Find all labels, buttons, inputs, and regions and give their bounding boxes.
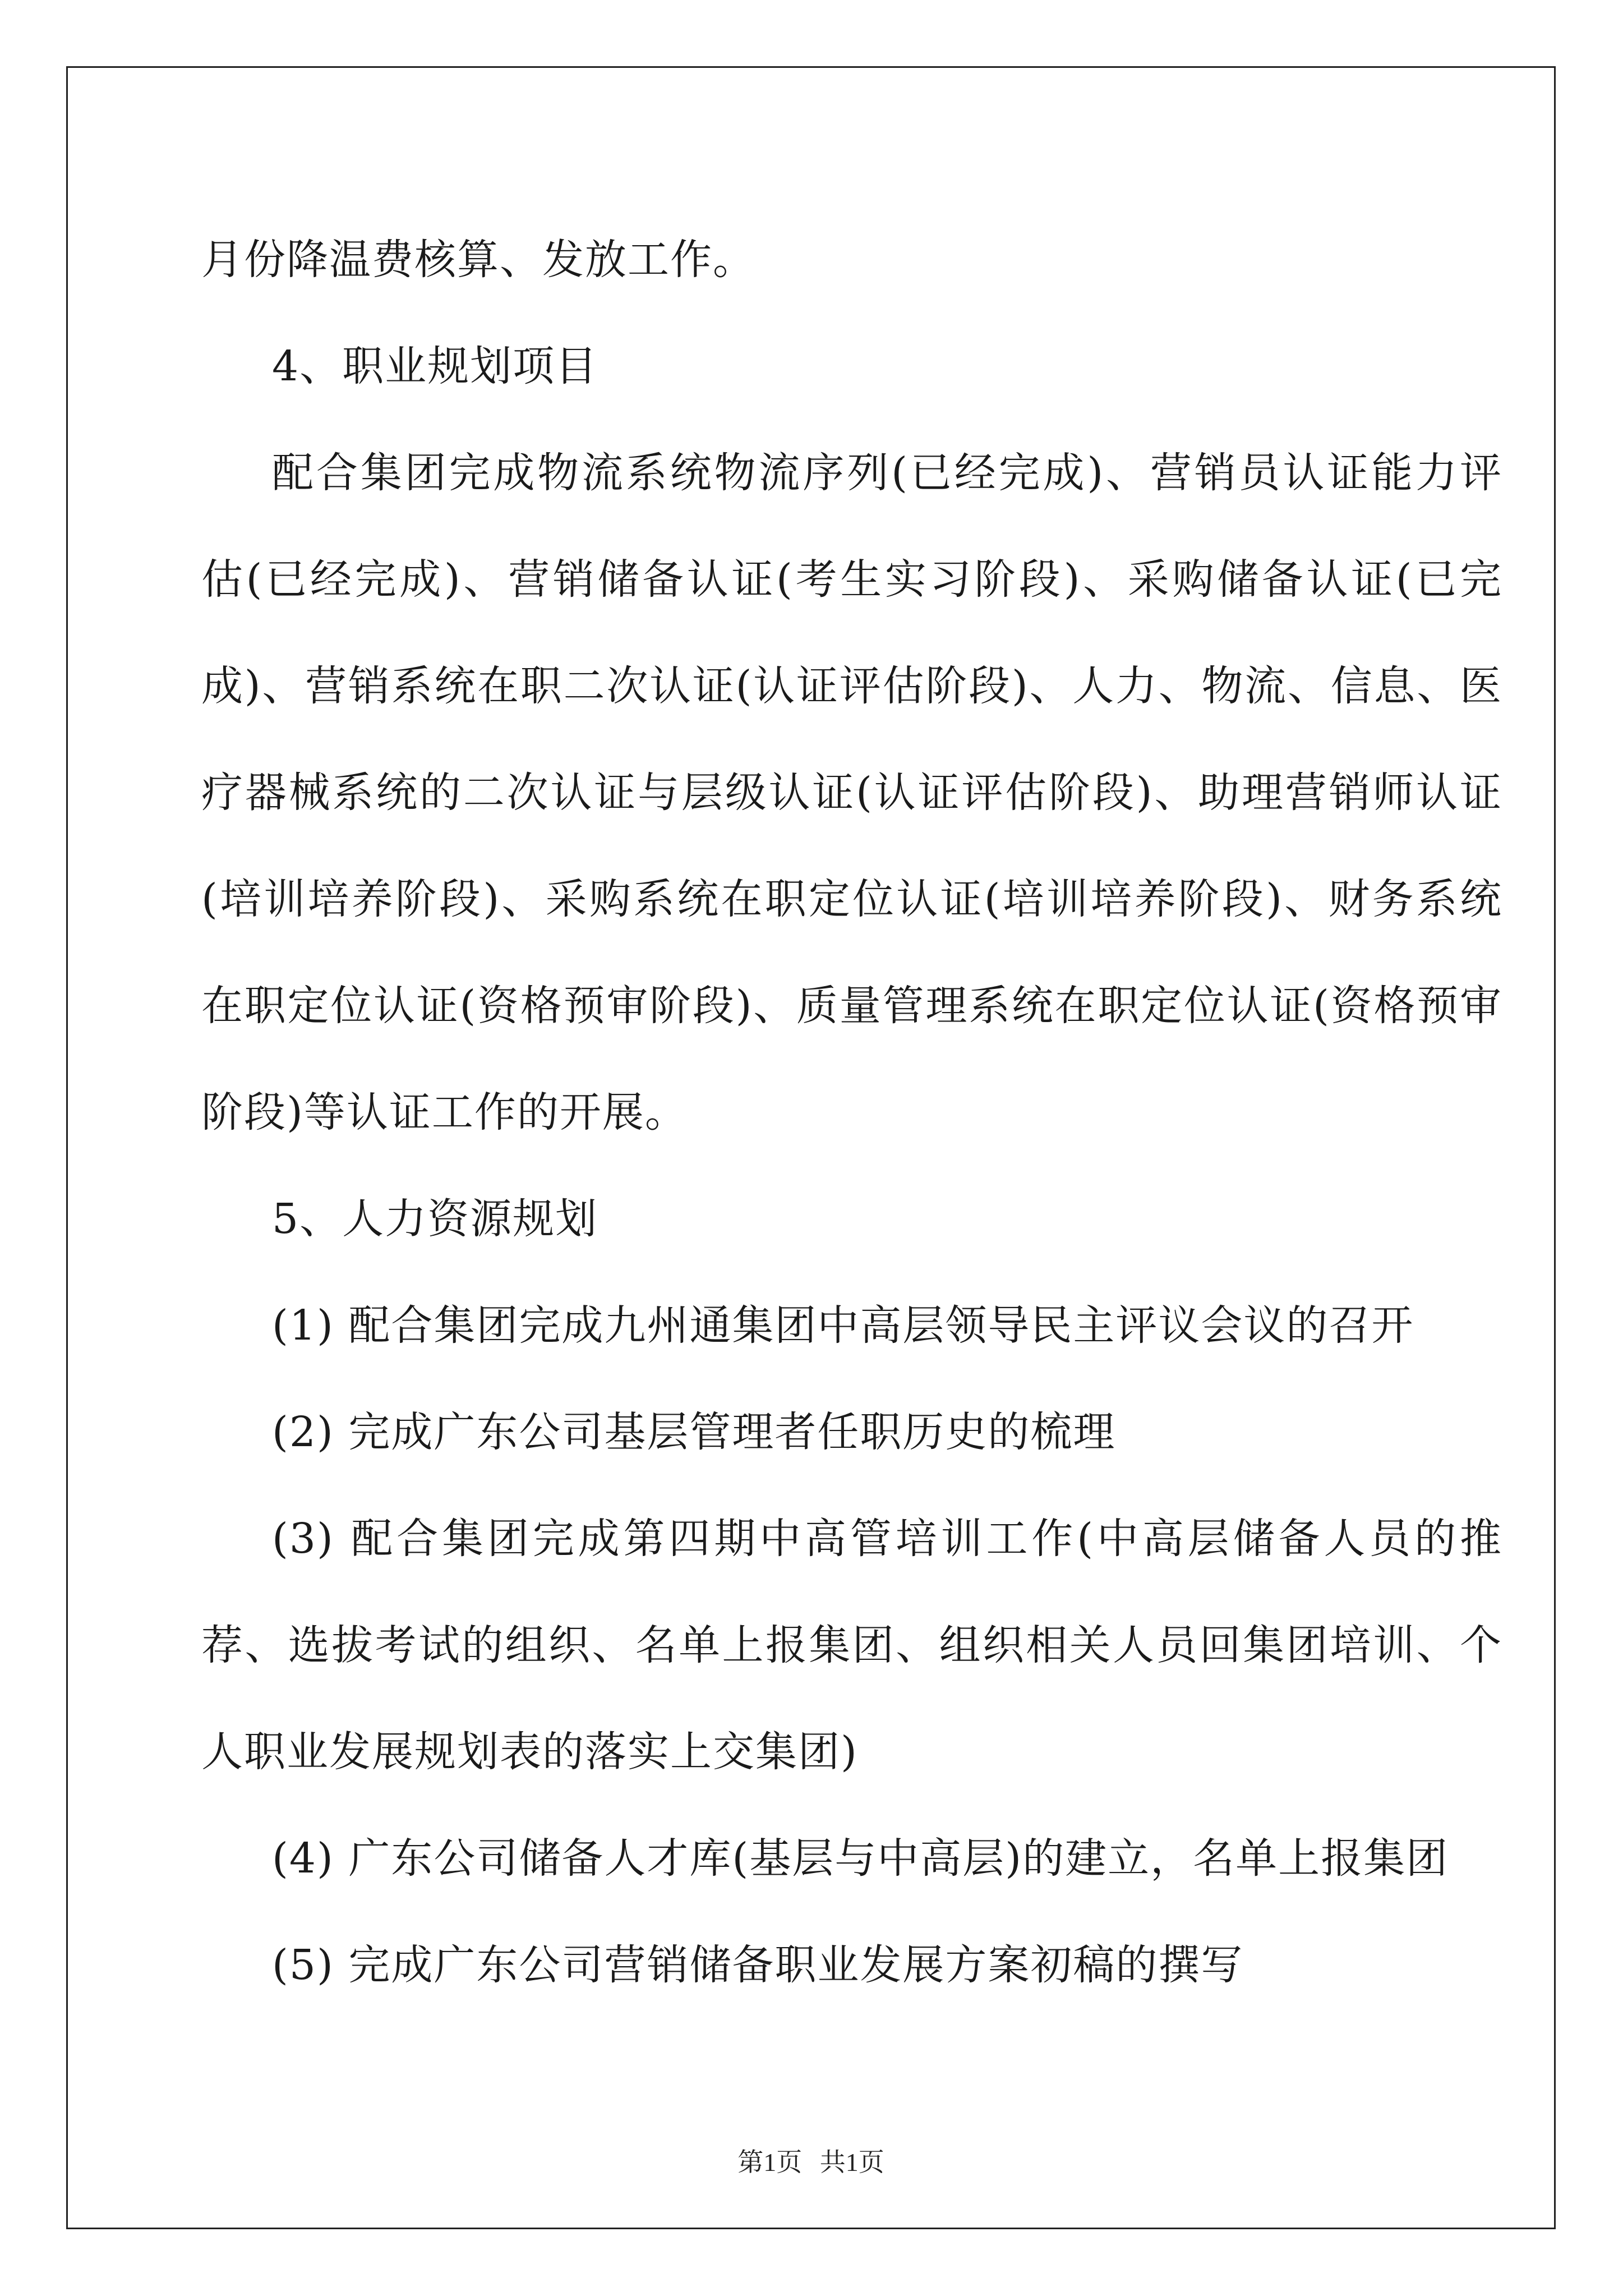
body-text-line: 在职定位认证(资格预审阶段)、质量管理系统在职定位认证(资格预审 [201, 982, 1502, 1030]
page-footer [68, 2146, 1554, 2179]
page-border [66, 66, 1556, 2229]
list-item: (2) 完成广东公司基层管理者任职历史的梳理 [272, 1408, 1116, 1456]
body-text-line: 月份降温费核算、发放工作。 [201, 236, 755, 284]
body-text-line: 疗器械系统的二次认证与层级认证(认证评估阶段)、助理营销师认证 [201, 769, 1502, 817]
body-text-line: (培训培养阶段)、采购系统在职定位认证(培训培养阶段)、财务系统 [201, 875, 1502, 923]
page-total: 共1页 [819, 2148, 884, 2177]
section-heading: 5、人力资源规划 [272, 1195, 598, 1243]
list-item: (1) 配合集团完成九州通集团中高层领导民主评议会议的召开 [272, 1301, 1414, 1350]
body-text-line: 荐、选拔考试的组织、名单上报集团、组织相关人员回集团培训、个 [201, 1621, 1502, 1669]
document-body [68, 68, 1554, 2228]
body-text-line: 成)、营销系统在职二次认证(认证评估阶段)、人力、物流、信息、医 [201, 662, 1502, 710]
body-text-line: 阶段)等认证工作的开展。 [201, 1088, 688, 1137]
body-text-line: 配合集团完成物流系统物流序列(已经完成)、营销员认证能力评 [272, 449, 1502, 497]
list-item: (4) 广东公司储备人才库(基层与中高层)的建立，名单上报集团 [272, 1834, 1449, 1883]
list-item: (3) 配合集团完成第四期中高管培训工作(中高层储备人员的推 [272, 1515, 1502, 1563]
section-heading: 4、职业规划项目 [272, 342, 598, 390]
page-number: 第1页 [737, 2148, 803, 2177]
body-text-line: 人职业发展规划表的落实上交集团) [201, 1728, 858, 1776]
body-text-line: 估(已经完成)、营销储备认证(考生实习阶段)、采购储备认证(已完 [201, 555, 1502, 604]
list-item: (5) 完成广东公司营销储备职业发展方案初稿的撰写 [272, 1941, 1244, 1989]
